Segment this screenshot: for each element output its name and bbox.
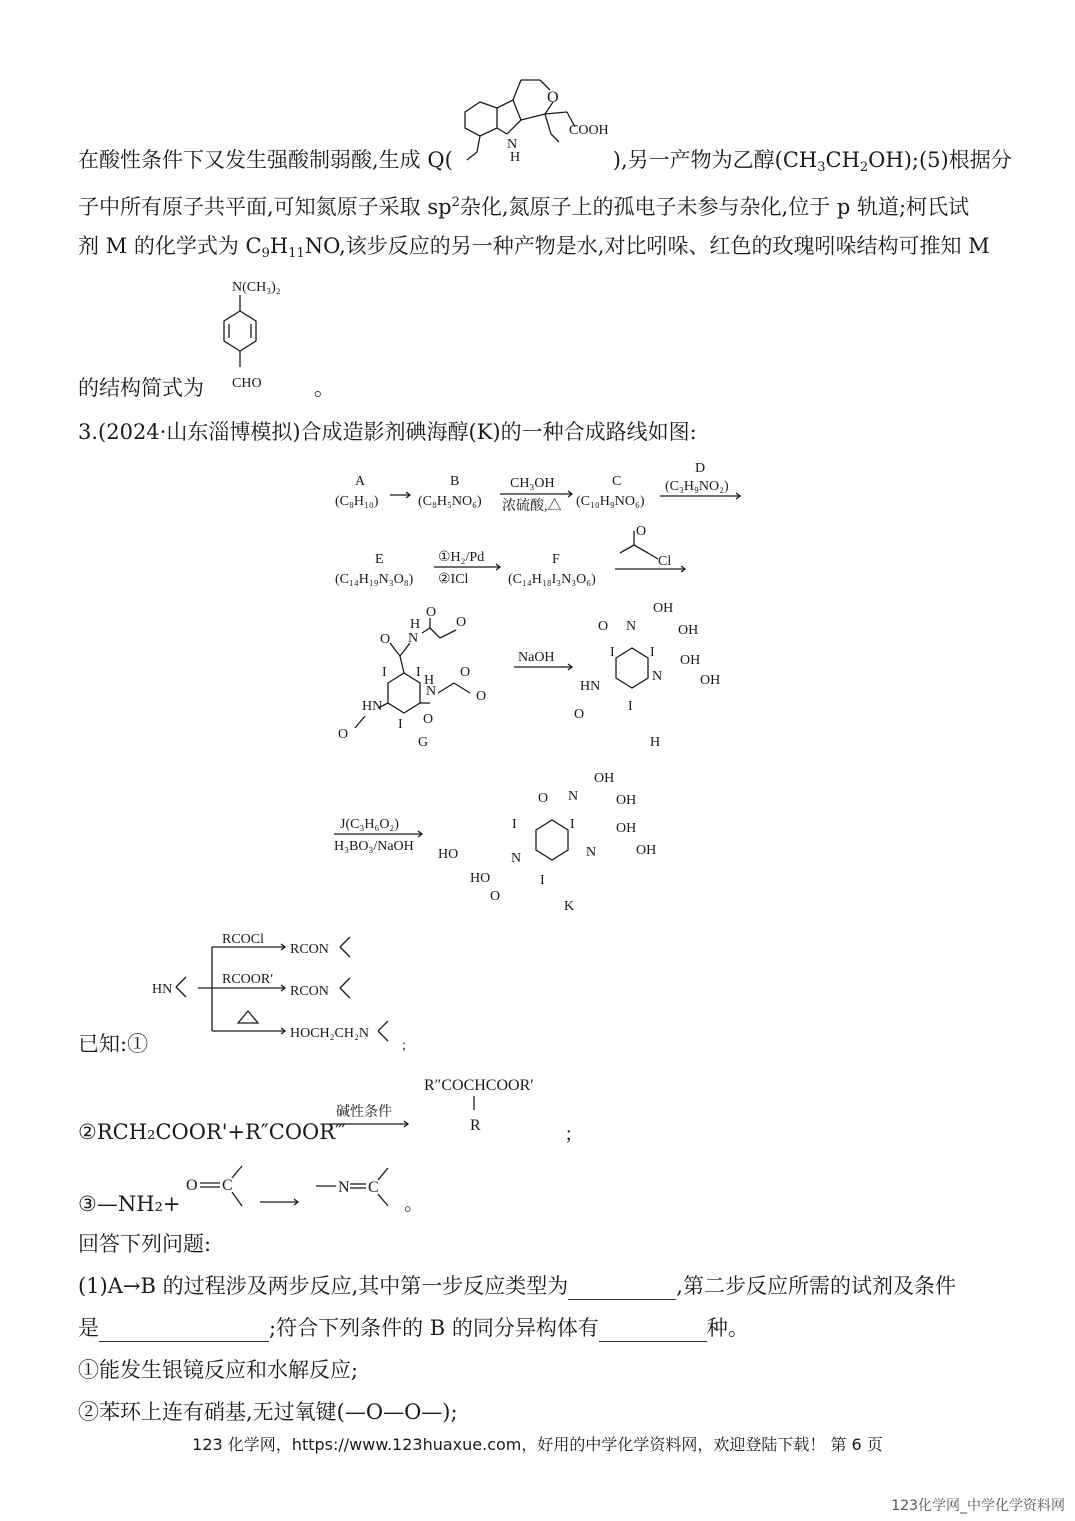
compound-g: [330, 598, 520, 748]
svg-text:H: H: [424, 673, 435, 688]
known-1: [78, 1030, 148, 1058]
formula-f: (C₁₄H₁₈I₃N₃O₆): [508, 572, 596, 587]
svg-text:O: O: [426, 605, 437, 620]
nme2-label: N(CH₃)₂: [232, 280, 281, 295]
svg-text:I: I: [382, 665, 387, 680]
svg-text:O: O: [476, 689, 487, 704]
svg-text:HO: HO: [470, 871, 491, 886]
known-2: [78, 1118, 346, 1146]
text: 杂化,氮原子上的孤电子未参与杂化,位于 p 轨道;柯氏试: [459, 195, 970, 219]
scheme-row-2: [330, 525, 700, 590]
svg-text:I: I: [540, 873, 545, 888]
q-structure: [455, 72, 625, 165]
punct: ;: [402, 1038, 406, 1053]
text: ;符合下列条件的 B 的同分异构体有: [269, 1316, 599, 1340]
text: 回答下列问题:: [78, 1232, 212, 1256]
punct: 。: [404, 1193, 424, 1215]
svg-text:I: I: [512, 817, 517, 832]
text-line-1: 在酸性条件下又发生强酸制弱酸,生成 Q( ),另一产物为乙醇$(CH_3CH_2OH);(5)$根据分: [78, 148, 1012, 175]
reagent-h2pd: ①H₂/Pd: [438, 550, 485, 565]
reagent-naoh: NaOH: [518, 650, 555, 665]
text: CH: [825, 148, 860, 172]
svg-text:I: I: [610, 645, 615, 660]
text-line-3: 剂 M 的化学式为 $C_9H_{11}NO$,该步反应的另一种产物是水,对比吲哚、红色的玫瑰吲哚结构可推知 M: [78, 234, 990, 261]
text: 。: [314, 376, 335, 400]
svg-text:N: N: [586, 845, 597, 860]
text: 在酸性条件下又发生强酸制弱酸,生成 Q(: [78, 148, 453, 172]
reagent-rcoor: RCOOR′: [222, 972, 274, 987]
svg-text:HO: HO: [438, 847, 459, 862]
svg-text:O: O: [186, 1177, 198, 1194]
cooh-label: COOH: [569, 123, 609, 138]
text: (1)A→B 的过程涉及两步反应,其中第一步反应类型为: [78, 1274, 569, 1298]
product-amino-alcohol: HOCH₂CH₂N: [290, 1026, 369, 1041]
text: ①能发生银镜反应和水解反应;: [78, 1358, 359, 1382]
text: NO,该步反应的另一种产物是水,对比吲哚、红色的玫瑰吲哚结构可推知 M: [304, 234, 990, 258]
text: 的结构简式为: [78, 376, 204, 400]
text: H: [269, 234, 289, 258]
svg-text:OH: OH: [700, 673, 721, 688]
svg-text:N: N: [568, 789, 579, 804]
r-label: R: [470, 1117, 481, 1134]
svg-text:OH: OH: [616, 793, 637, 808]
text: ②RCH₂COOR'+R″COOR‴: [78, 1120, 347, 1144]
reagent-icl: ②ICl: [438, 572, 469, 587]
part-1-line-2: [78, 1314, 749, 1342]
text: ,第二步反应所需的试剂及条件: [676, 1274, 956, 1298]
formula-b: (C₈H₅NO₆): [418, 494, 482, 509]
compound-h: [570, 598, 740, 748]
page-footer: 123 化学网，https://www.123huaxue.com，好用的中学化学资料网，欢迎登陆下载！ 第 6 页: [192, 1435, 883, 1454]
svg-text:I: I: [650, 645, 655, 660]
condition-1: 浓硫酸,△: [502, 499, 562, 514]
m-structure: [210, 275, 330, 400]
label-h: H: [650, 735, 661, 750]
text: ②苯环上连有硝基,无过氧键(—O—O—);: [78, 1400, 458, 1424]
text: 是: [78, 1316, 99, 1340]
svg-text:O: O: [490, 889, 501, 904]
text: 3.(2024·山东淄博模拟)合成造影剂碘海醇(K)的一种合成路线如图:: [78, 420, 697, 444]
svg-text:O: O: [574, 707, 585, 722]
known-1-scheme: [150, 925, 430, 1060]
formula-d: (C₃H₉NO₂): [665, 479, 729, 494]
punct: ;: [566, 1123, 572, 1145]
svg-text:O: O: [636, 524, 647, 539]
condition-1: [78, 1356, 358, 1384]
text: 种。: [706, 1316, 749, 1340]
compound-c: C: [612, 474, 622, 489]
svg-text:N: N: [626, 619, 637, 634]
compound-e: E: [375, 552, 384, 567]
j-arrow: [330, 812, 440, 857]
product-rcon-2: RCON: [290, 984, 329, 999]
text: 已知:①: [78, 1032, 149, 1056]
known-2-scheme: [320, 1070, 590, 1145]
reagent-base: 碱性条件: [336, 1105, 392, 1120]
answer-blank-3[interactable]: [599, 1319, 707, 1342]
label-g: G: [418, 735, 429, 750]
formula-c: (C₁₀H₉NO₆): [576, 494, 645, 509]
answer-intro: [78, 1230, 211, 1258]
label-k: K: [564, 899, 575, 914]
answer-blank-2[interactable]: [99, 1319, 269, 1342]
compound-b: B: [450, 474, 460, 489]
svg-text:O: O: [538, 791, 549, 806]
nh-label: H: [510, 150, 521, 165]
scheme-row-1: [330, 460, 750, 520]
svg-text:N: N: [507, 137, 518, 152]
svg-text:N: N: [426, 684, 437, 699]
cl-label: Cl: [658, 554, 672, 569]
known-3: [78, 1190, 181, 1218]
text: ),另一产物为乙醇(CH: [612, 148, 818, 172]
svg-text:OH: OH: [680, 653, 701, 668]
svg-text:N: N: [338, 1179, 350, 1196]
svg-text:C: C: [368, 1179, 379, 1196]
svg-text:C: C: [222, 1177, 233, 1194]
condition-2: [78, 1398, 458, 1426]
reagent-rcocl: RCOCl: [222, 932, 265, 947]
svg-text:N: N: [408, 631, 419, 646]
svg-text:O: O: [598, 619, 609, 634]
svg-text:O: O: [456, 615, 467, 630]
svg-text:I: I: [398, 717, 403, 732]
question-3: [78, 418, 697, 446]
part-1-line-1: [78, 1272, 956, 1300]
svg-text:N: N: [511, 851, 522, 866]
reagent-h3bo3: H₃BO₃/NaOH: [334, 839, 414, 854]
svg-text:O: O: [338, 727, 349, 742]
answer-blank-1[interactable]: [568, 1277, 676, 1300]
product-rcon-1: RCON: [290, 942, 329, 957]
formula-a: (C₈H₁₀): [335, 494, 379, 509]
svg-text:I: I: [628, 699, 633, 714]
compound-d: D: [695, 461, 706, 476]
watermark: 123化学网_中学化学资料网: [891, 1498, 1065, 1514]
reagent-ch3oh: CH₃OH: [510, 476, 555, 491]
svg-text:OH: OH: [636, 843, 657, 858]
svg-text:HN: HN: [580, 679, 601, 694]
compound-f: F: [552, 552, 560, 567]
svg-text:OH: OH: [678, 623, 699, 638]
text: ③—NH₂+: [78, 1192, 181, 1216]
svg-text:H: H: [410, 617, 421, 632]
svg-text:O: O: [547, 89, 559, 106]
svg-text:OH: OH: [594, 771, 615, 786]
formula-e: (C₁₄H₁₉N₃O₈): [335, 572, 414, 587]
text: 子中所有原子共平面,可知氮原子采取 sp: [78, 195, 452, 219]
svg-text:I: I: [570, 817, 575, 832]
svg-text:OH: OH: [653, 601, 674, 616]
svg-text:O: O: [423, 712, 434, 727]
text: OH);(5)根据分: [868, 148, 1012, 172]
text: 剂 M 的化学式为 C: [78, 234, 262, 258]
known-3-scheme: [180, 1158, 430, 1213]
product-ketoester: R″COCHCOOR′: [424, 1077, 534, 1094]
compound-a: A: [355, 474, 366, 489]
svg-text:N: N: [652, 669, 663, 684]
svg-text:HN: HN: [362, 699, 383, 714]
text-line-2: 子中所有原子共平面,可知氮原子采取 $sp^2$杂化,氮原子上的孤电子未参与杂化,位于 p 轨道;柯氏试: [78, 195, 970, 219]
svg-text:OH: OH: [616, 821, 637, 836]
cho-label: CHO: [232, 376, 262, 391]
compound-k: [436, 770, 666, 915]
reagent-j: J(C₃H₆O₂): [340, 817, 399, 832]
svg-text:O: O: [460, 665, 471, 680]
svg-text:O: O: [380, 632, 391, 647]
hn-label: HN: [152, 982, 173, 997]
svg-text:I: I: [416, 665, 421, 680]
